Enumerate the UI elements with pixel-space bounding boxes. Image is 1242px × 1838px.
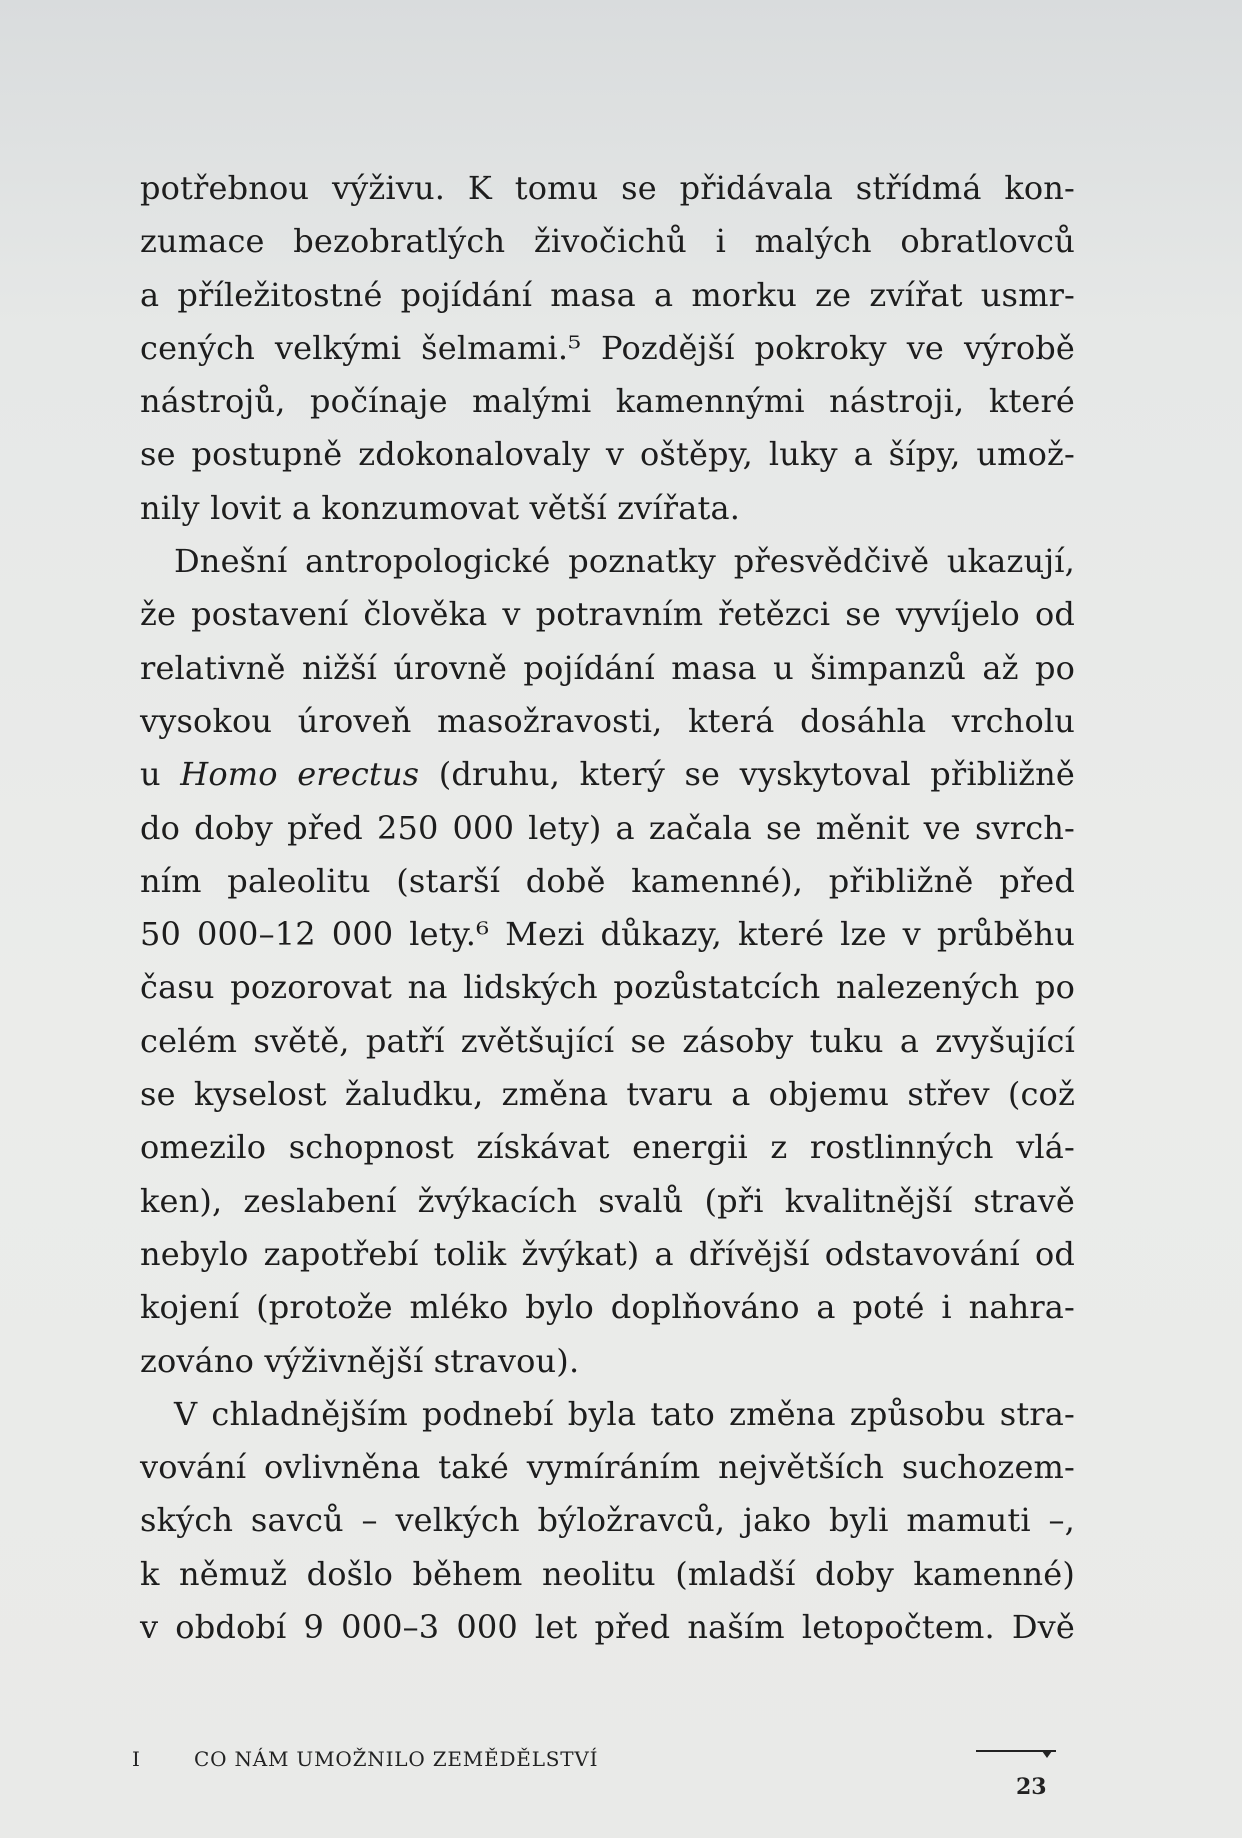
chapter-number: I <box>132 1747 141 1771</box>
text-line: ním paleolitu (starší době kamenné), přibližně před <box>140 861 1075 900</box>
text-line: cených velkými šelmami.⁵ Pozdější pokroky ve výrobě <box>140 328 1075 367</box>
text-line: nily lovit a konzumovat větší zvířata. <box>140 488 741 527</box>
text-line: zováno výživnější stravou). <box>140 1341 580 1380</box>
text-line: nebylo zapotřebí tolik žvýkat) a dřívější odstavování od <box>140 1234 1075 1273</box>
text-line: celém světě, patří zvětšující se zásoby tuku a zvyšující <box>140 1021 1075 1060</box>
text-line: Dnešní antropologické poznatky přesvědčivě ukazují, <box>174 542 1075 581</box>
text-line: se postupně zdokonalovaly v oštěpy, luky a šípy, umož- <box>140 435 1075 474</box>
text-line: se kyselost žaludku, změna tvaru a objemu střev (což <box>140 1075 1075 1114</box>
text-line: omezilo schopnost získávat energii z rostlinných vlá- <box>140 1128 1075 1167</box>
text-line: ken), zeslabení žvýkacích svalů (při kvalitnější stravě <box>140 1181 1075 1220</box>
text-line: kojení (protože mléko bylo doplňováno a poté i nahra- <box>140 1288 1075 1327</box>
text-line: vysokou úroveň masožravosti, která dosáhla vrcholu <box>140 701 1075 740</box>
text-fragment: (druhu, který se vyskytoval přibližně <box>419 755 1075 794</box>
text-line: vování ovlivněna také vymíráním největších suchozem- <box>140 1448 1075 1487</box>
text-line: potřebnou výživu. K tomu se přidávala střídmá kon- <box>140 169 1075 207</box>
text-fragment: u <box>140 755 181 794</box>
page-number-marker-icon <box>1042 1751 1052 1758</box>
text-line-with-italic <box>140 748 1075 801</box>
text-line: 50 000–12 000 lety.⁶ Mezi důkazy, které lze v průběhu <box>140 915 1075 954</box>
text-line: V chladnějším podnebí byla tato změna způsobu stra- <box>174 1394 1075 1433</box>
text-line: do doby před 250 000 lety) a začala se měnit ve svrch- <box>140 808 1075 847</box>
body-text <box>140 162 1075 1654</box>
text-line: ských savců – velkých býložravců, jako byli mamuti –, <box>140 1501 1075 1540</box>
text-line: že postavení člověka v potravním řetězci se vyvíjelo od <box>140 595 1075 634</box>
italic-species-name: Homo erectus <box>180 755 420 794</box>
text-line: v období 9 000–3 000 let před naším letopočtem. Dvě <box>140 1608 1075 1647</box>
running-header-chapter-title: CO NÁM UMOŽNILO ZEMĚDĚLSTVÍ <box>194 1747 599 1771</box>
text-line: času pozorovat na lidských pozůstatcích nalezených po <box>140 968 1075 1007</box>
text-line: k němuž došlo během neolitu (mladší doby kamenné) <box>140 1554 1075 1593</box>
text-line: zumace bezobratlých živočichů i malých obratlovců <box>140 222 1075 261</box>
text-line: a příležitostné pojídání masa a morku ze zvířat usmr- <box>140 275 1075 314</box>
text-line: relativně nižší úrovně pojídání masa u šimpanzů až po <box>140 648 1075 687</box>
page-number: 23 <box>1016 1774 1047 1800</box>
text-line: nástrojů, počínaje malými kamennými nástroji, které <box>140 382 1075 421</box>
